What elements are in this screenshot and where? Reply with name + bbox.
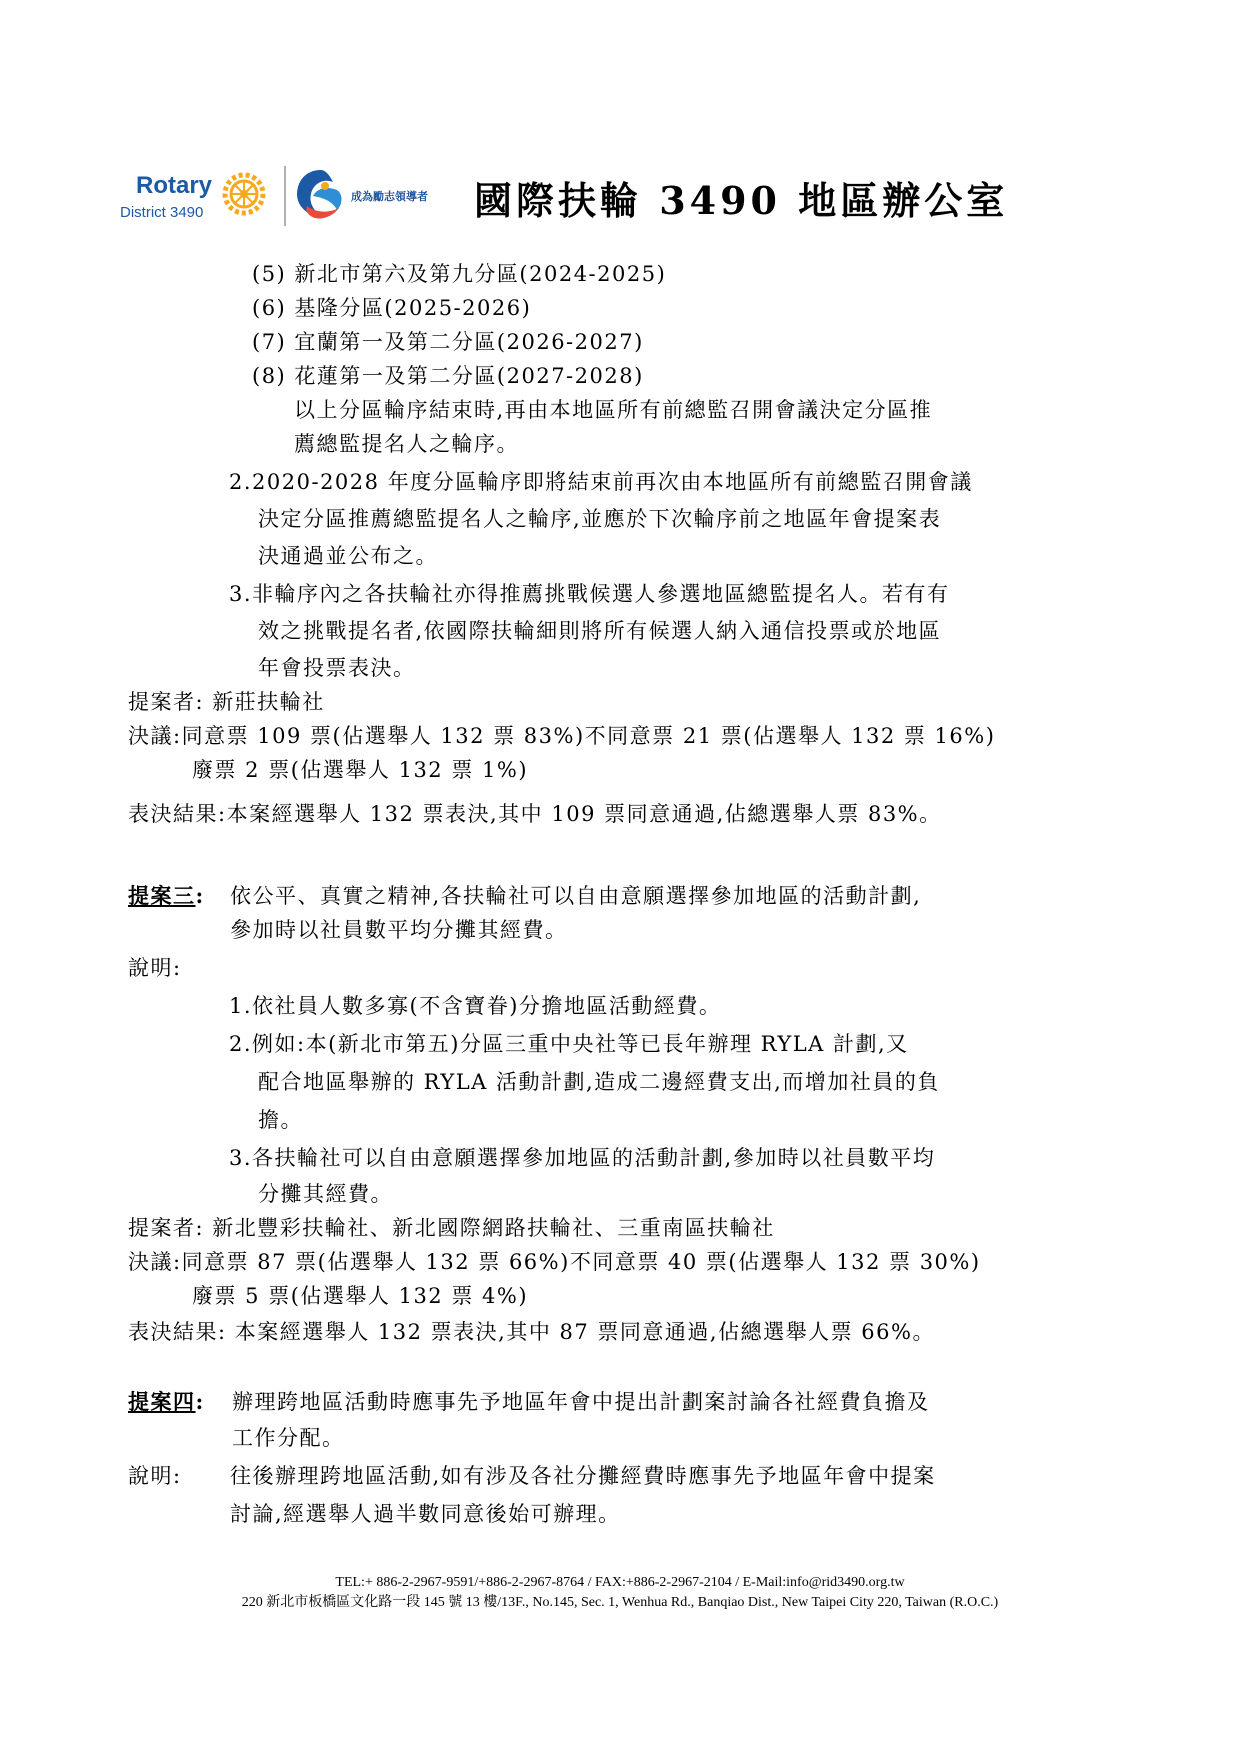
paragraph-2-line: 決定分區推薦總監提名人之輪序,並應於下次輪序前之地區年會提案表: [258, 507, 942, 531]
vote-result: 表決結果: 本案經選舉人 132 票表決,其中 87 票同意通過,佔總選舉人票 66%。: [128, 1320, 935, 1344]
office-title: 國際扶輪 3490 地區辦公室: [474, 178, 1009, 223]
proposal-4-label: 提案四: [128, 1389, 196, 1414]
footer-address: 220 新北市板橋區文化路一段 145 號 13 樓/13F., No.145, Sec. 1, Wenhua Rd., Banqiao Dist., New Taipei City 220, Taiwan (R.O.C.): [241, 1595, 999, 1610]
proposer-line: 提案者: 新北豐彩扶輪社、新北國際網路扶輪社、三重南區扶輪社: [128, 1216, 775, 1240]
proposal-4-text: 辦理跨地區活動時應事先予地區年會中提出計劃案討論各社經費負擔及: [232, 1390, 930, 1414]
footer-contact: TEL:+ 886-2-2967-9591/+886-2-2967-8764 / FAX:+886-2-2967-2104 / E-Mail:info@rid3490.org.tw: [335, 1575, 905, 1590]
rotation-note-line: 薦總監提名人之輪序。: [294, 432, 519, 456]
explanation-item-3: 分攤其經費。: [258, 1182, 393, 1206]
proposal-4-colon: :: [195, 1389, 205, 1414]
rotation-item-6: (6) 基隆分區(2025-2026): [252, 296, 532, 320]
resolution-line: 決議:同意票 87 票(佔選舉人 132 票 66%)不同意票 40 票(佔選舉人 132 票 30%): [128, 1250, 981, 1274]
vote-result: 表決結果:本案經選舉人 132 票表決,其中 109 票同意通過,佔總選舉人票 83%。: [128, 802, 942, 826]
paragraph-2-line: 2.2020-2028 年度分區輪序即將結束前再次由本地區所有前總監召開會議: [229, 470, 973, 494]
proposal-3-colon: :: [195, 883, 205, 908]
proposer-line: 提案者: 新莊扶輪社: [128, 690, 325, 714]
explanation-item-2: 擔。: [258, 1108, 303, 1132]
rotation-note-line: 以上分區輪序結束時,再由本地區所有前總監召開會議決定分區推: [294, 398, 933, 422]
resolution-line: 廢票 5 票(佔選舉人 132 票 4%): [192, 1284, 529, 1308]
proposal-3-heading: [128, 882, 205, 910]
letterhead: [118, 166, 1118, 236]
paragraph-3-line: 3.非輪序內之各扶輪社亦得推薦挑戰候選人參選地區總監提名人。若有有: [229, 582, 950, 606]
rotation-item-5: (5) 新北市第六及第九分區(2024-2025): [252, 262, 667, 286]
proposal-3-label: 提案三: [128, 883, 196, 908]
explanation-item-1: 1.依社員人數多寡(不含寶眷)分擔地區活動經費。: [229, 994, 722, 1018]
proposal-3-text: 參加時以社員數平均分攤其經費。: [230, 918, 568, 942]
rotation-item-7: (7) 宜蘭第一及第二分區(2026-2027): [252, 330, 644, 354]
paragraph-3-line: 年會投票表決。: [258, 656, 416, 680]
rotation-item-8: (8) 花蓮第一及第二分區(2027-2028): [252, 364, 644, 388]
proposal-4-explanation: 往後辦理跨地區活動,如有涉及各社分攤經費時應事先予地區年會中提案: [230, 1464, 936, 1488]
resolution-line: 廢票 2 票(佔選舉人 132 票 1%): [192, 758, 529, 782]
district-slogan: 成為勵志領導者: [351, 190, 428, 203]
paragraph-2-line: 決通過並公布之。: [258, 544, 438, 568]
rotary-logo: [118, 172, 268, 232]
resolution-line: 決議:同意票 109 票(佔選舉人 132 票 83%)不同意票 21 票(佔選舉人 132 票 16%): [128, 724, 996, 748]
proposal-3-text: 依公平、真實之精神,各扶輪社可以自由意願選擇參加地區的活動計劃,: [230, 884, 922, 908]
explanation-label: 說明:: [128, 956, 182, 980]
paragraph-3-line: 效之挑戰提名者,依國際扶輪細則將所有候選人納入通信投票或於地區: [258, 619, 942, 643]
logo-divider: [284, 166, 286, 226]
explanation-item-2: 2.例如:本(新北市第五)分區三重中央社等已長年辦理 RYLA 計劃,又: [229, 1032, 909, 1056]
explanation-item-3: 3.各扶輪社可以自由意願選擇參加地區的活動計劃,參加時以社員數平均: [229, 1146, 936, 1170]
explanation-item-2: 配合地區舉辦的 RYLA 活動計劃,造成二邊經費支出,而增加社員的負: [258, 1070, 940, 1094]
explanation-label: 說明:: [128, 1464, 182, 1488]
page-footer: [0, 1573, 1240, 1613]
rotary-wheel-icon: [222, 172, 266, 216]
proposal-4-heading: [128, 1388, 205, 1416]
rotary-district-label: District 3490: [120, 204, 204, 221]
district-emblem-icon: [293, 166, 349, 222]
rotary-wordmark: Rotary: [136, 172, 213, 199]
proposal-4-text: 工作分配。: [232, 1426, 345, 1450]
proposal-4-explanation: 討論,經選舉人過半數同意後始可辦理。: [230, 1502, 621, 1526]
